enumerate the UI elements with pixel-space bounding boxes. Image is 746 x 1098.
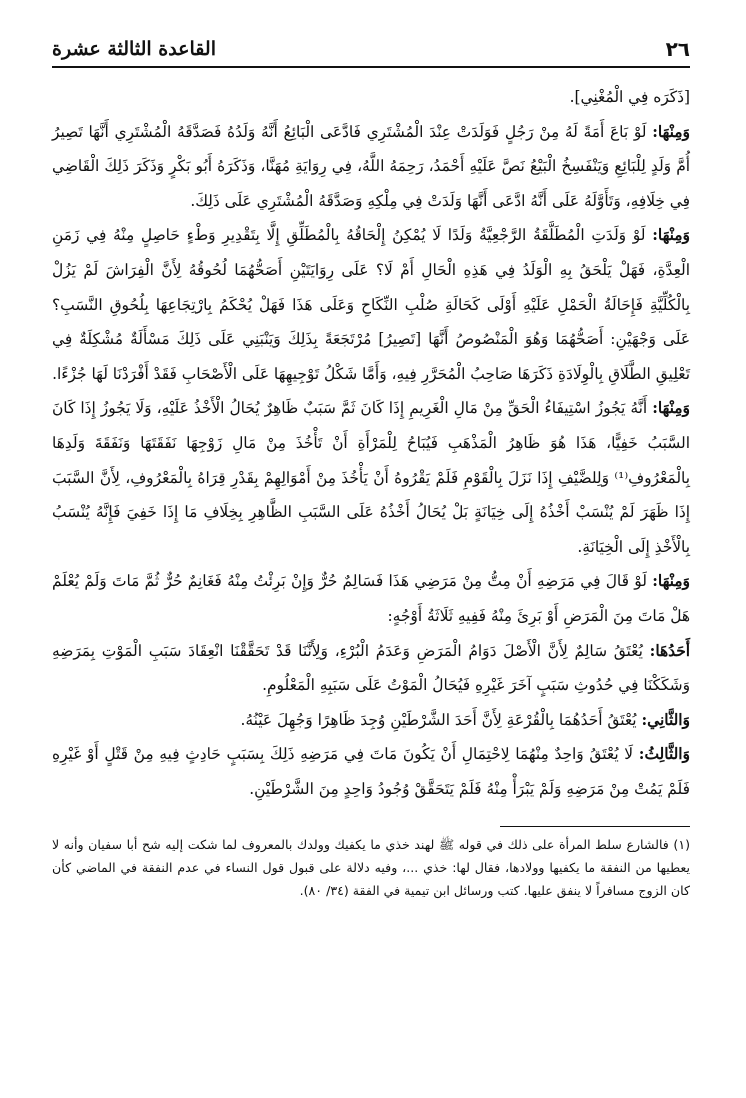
- paragraph-text: [ذَكَرَه فِي الْمُغْنِي].: [569, 88, 690, 106]
- paragraph: [52, 218, 690, 391]
- paragraph: [52, 115, 690, 219]
- paragraph-label: وَمِنْهَا:: [652, 399, 690, 418]
- paragraph-text: لَوْ قَالَ فِي مَرَضِهِ أَنْ مِتُّ مِنْ مَرَضِي هَذَا فَسَالِمٌ حُرٌّ وَإِنْ بَرِئْتُ مِنْهُ فَغَانِمٌ حُرٌّ ثُمَّ مَاتَ وَلَمْ يُعْلَمْ هَلْ مَاتَ مِنَ الْمَرَضِ أَوْ بَرِئَ مِنْهُ فَفِيهِ ثَلَاثَةُ أَوْجُهٍ:: [52, 572, 690, 625]
- paragraph-label: وَمِنْهَا:: [652, 122, 690, 141]
- chapter-title: القاعدة الثالثة عشرة: [52, 38, 216, 61]
- paragraph-label: أَحَدُهَا:: [649, 641, 690, 660]
- paragraph: [52, 737, 690, 806]
- paragraph: [52, 564, 690, 633]
- footnote-divider: [500, 826, 690, 827]
- paragraph-label: وَالثَّالِثُ:: [638, 745, 690, 764]
- paragraph-text: أَنَّهُ يَجُوزُ اسْتِيفَاءُ الْحَقِّ مِنْ مَالِ الْغَرِيمِ إِذَا كَانَ ثَمَّ سَبَبٌ ظَاهِرٌ يُحَالُ الْأَخْذُ عَلَيْهِ، وَلَا يَجُوزُ إِذَا كَانَ السَّبَبُ خَفِيًّا، هَذَا هُوَ ظَاهِرُ الْمَذْهَبِ فَيُبَاحُ لِلْمَرْأَةِ أَنْ تَأْخُذَ مِنْ مَالِ زَوْجِهَا نَفَقَتَهَا وَنَفَقَةَ وَلَدِهَا بِالْمَعْرُوفِ⁽¹⁾ وَلِلضَّيْفِ إِذَا نَزَلَ بِالْقَوْمِ فَلَمْ يَقْرُوهُ أَنْ يَأْخُذَ مِنْ أَمْوَالِهِمْ بِقَدْرِ قِرَاهُ بِالْمَعْرُوفِ، لِأَنَّ السَّبَبَ إِذَا ظَهَرَ لَمْ يُنْسَبْ أَخْذُهُ إِلَى خِيَانَةٍ بَلْ يُحَالُ أَخْذُهُ عَلَى السَّبَبِ الظَّاهِرِ بِخِلَافِ مَا إِذَا خَفِيَ فَإِنَّهُ يُنْسَبُ بِالْأَخْذِ إِلَى الْخِيَانَةِ.: [52, 399, 690, 556]
- page-header: [52, 36, 690, 68]
- paragraph-text: لَا يُعْتَقُ وَاحِدٌ مِنْهُمَا لِاحْتِمَالِ أَنْ يَكُونَ مَاتَ فِي مَرَضِهِ ذَلِكَ بِسَبَبٍ حَادِثٍ فِيهِ مِنْ قَتْلٍ أَوْ غَيْرِهِ فَلَمْ يَمُتْ مِنْ مَرَضِهِ وَلَمْ يَبْرَأْ مِنْهُ فَلَمْ يَتَحَقَّقْ وُجُودُ وَاحِدٍ مِنَ الشَّرْطَيْنِ.: [52, 745, 690, 798]
- paragraph: [52, 634, 690, 703]
- paragraph: [52, 703, 690, 738]
- paragraph-text: لَوْ بَاعَ أَمَةً لَهُ مِنْ رَجُلٍ فَوَلَدَتْ عِنْدَ الْمُشْتَرِي فَادَّعَى الْبَائِعُ أَنَّهُ وَلَدُهُ فَصَدَّقَهُ الْمُشْتَرِي أَنَّهَا تَصِيرُ أُمَّ وَلَدٍ لِلْبَائِعِ وَيَنْفَسِخُ الْبَيْعُ نَصَّ عَلَيْهِ أَحْمَدُ، رَحِمَهُ اللَّهُ، فِي رِوَايَةِ مُهَنَّا، وَذَكَرَهُ أَبُو بَكْرٍ وَذَكَرَ ذَلِكَ الْقَاضِي فِي خِلَافِهِ، وَتَأَوَّلَهُ عَلَى أَنَّهُ ادَّعَى أَنَّهَا وَلَدَتْ فِي مِلْكِهِ وَصَدَّقَهُ الْمُشْتَرِي عَلَى ذَلِكَ.: [52, 122, 690, 210]
- paragraph-text: يُعْتَقُ سَالِمٌ لِأَنَّ الْأَصْلَ دَوَامُ الْمَرَضِ وَعَدَمُ الْبُرْءِ، وَلِأَنَّنَا قَدْ تَحَقَّقْنَا انْعِقَادَ سَبَبِ الْمَوْتِ بِمَرَضِهِ وَشَكَكْنَا فِي حُدُوثِ سَبَبٍ آخَرَ غَيْرِهِ فَيُحَالُ الْمَوْتُ عَلَى سَبَبِهِ الْمَعْلُومِ.: [52, 641, 690, 695]
- paragraph-text: لَوْ وَلَدَتِ الْمُطَلَّقَةُ الرَّجْعِيَّةُ وَلَدًا لَا يُمْكِنُ إِلْحَاقُهُ بِالْمُطَلِّقِ إِلَّا بِتَقْدِيرِ وَطْءٍ حَاصِلٍ مِنْهُ فِي زَمَنِ الْعِدَّةِ، فَهَلْ يَلْحَقُ بِهِ الْوَلَدُ فِي هَذِهِ الْحَالِ أَمْ لَا؟ عَلَى رِوَايَتَيْنِ أَصَحُّهُمَا لُحُوقُهُ لِأَنَّ الْفِرَاشَ لَمْ يَزُلْ بِالْكُلِّيَّةِ فَإِحَالَةُ الْحَمْلِ عَلَيْهِ أَوْلَى كَحَالَةِ صُلْبِ النِّكَاحِ وَعَلَى هَذَا فَهَلْ يُحْكَمُ بِارْتِجَاعِهَا بِلُحُوقِ النَّسَبِ؟ عَلَى وَجْهَيْنِ: أَصَحُّهُمَا وَهُوَ الْمَنْصُوصُ أَنَّهَا [تَصِيرُ] مُرْتَجَعَةً بِذَلِكَ وَيَنْبَنِي عَلَى ذَلِكَ مَسْأَلَةٌ مُشْكِلَةٌ فِي تَعْلِيقِ الطَّلَاقِ بِالْوِلَادَةِ ذَكَرَهَا صَاحِبُ الْمُحَرَّرِ فِيهِ، وَأَمَّا شَكْلُ تَوْجِيهِهَا عَلَى الْأَصْحَابِ فَقَدْ أَفْرَدْنَا لَهَا جُزْءًا.: [52, 226, 690, 383]
- paragraph-text: يُعْتَقُ أَحَدُهُمَا بِالْقُرْعَةِ لِأَنَّ أَحَدَ الشَّرْطَيْنِ وُجِدَ ظَاهِرًا وَجُهِلَ عَيْنُهُ.: [240, 710, 637, 729]
- paragraph: [52, 80, 690, 115]
- paragraph-label: وَمِنْهَا:: [652, 226, 690, 245]
- main-text: [52, 80, 690, 806]
- paragraph-label: وَالثَّانِي:: [641, 710, 690, 729]
- footnote: (١) فالشارع سلط المرأة على ذلك في قوله ﷺ لهند خذي ما يكفيك وولدك بالمعروف لما شكت إليه شح أبا سفيان وأنه لا يعطيها من النفقة ما يكفيها وولادها، فقال لها: خذي ...، وفيه دلالة على قبول قول النساء في عدم النفقة في الماضي كأن كان الزوج مسافراً لا ينفق عليها. كتب ورسائل ابن تيمية في الفقة (٣٤/ ٨٠).: [52, 837, 690, 899]
- paragraph-label: وَمِنْهَا:: [652, 572, 690, 591]
- page-number: ٢٦: [665, 37, 690, 61]
- paragraph: [52, 391, 690, 564]
